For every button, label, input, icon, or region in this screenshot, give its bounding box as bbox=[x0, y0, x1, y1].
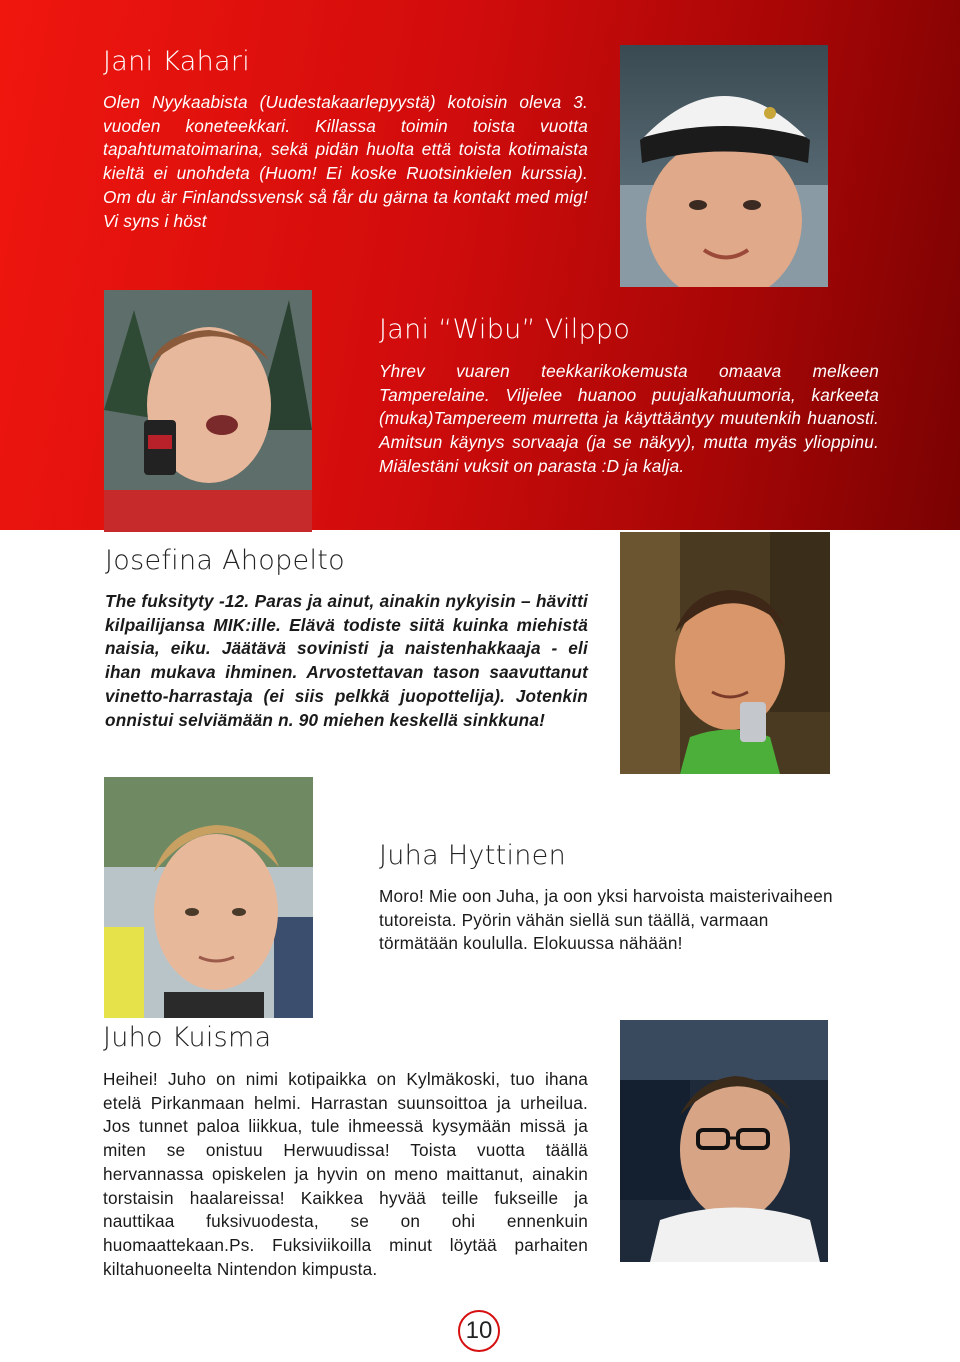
profile-name-jani-vilppo: Jani “Wibu” Vilppo bbox=[379, 314, 631, 345]
profile-name-juha-hyttinen: Juha Hyttinen bbox=[379, 840, 567, 871]
profile-name-jani-kahari: Jani Kahari bbox=[103, 46, 251, 77]
portrait-glasses-icon bbox=[620, 1020, 828, 1262]
portrait-woman-can-icon bbox=[620, 532, 830, 774]
profile-name-juho-kuisma: Juho Kuisma bbox=[103, 1022, 272, 1053]
profile-bio-josefina-ahopelto: The fuksityty -12. Paras ja ainut, ainakin nykyisin – hävitti kilpailijansa MIK:ille. Elävä todiste siitä kuinka miehistä naisia, eiku. Jäätävä sovinisti ja naistenhakkaaja - eli ihan mukava ihminen. Arvostettavan tason saavuttanut vinetto-harrastaja (ei siis pelkkä juopottelija). Jotenkin onnistui selviämään n. 90 miehen keskellä sinkkuna! bbox=[105, 591, 588, 730]
profile-bio-juho-kuisma: Heihei! Juho on nimi kotipaikka on Kylmäkoski, tuo ihana etelä Pirkanmaan helmi. Harrastan suunsoittoa ja urheilua. Jos tunnet paloa liikkua, tule ihmeessä kysymään missä ja miten se onistuu Herwuudissa! Toista vuotta täällä hervannassa opiskelen ja hyvin on meno maittanut, ainakin torstaisin haalareissa! Kaikkea hyvää teille fukseille ja nauttikaa fuksivuodesta, se on ohi ennenkuin huomaattekaan.Ps. Fuksiviikoilla minut löytää parhaiten kiltahuoneelta Nintendon kimpusta. bbox=[103, 1069, 588, 1279]
profile-bio-jani-vilppo: Yhrev vuaren teekkarikokemusta omaava melkeen Tamperelaine. Viljelee huanoo puujalkahuumoria, karkeeta (muka)Tampereem murretta ja käyttääntyy muutenkih huanosti. Amitsun käynys sorvaaja (ja se näkyy), mutta myäs ylioppinu. Miälestäni vuksit on parasta :D ja kalja. bbox=[379, 361, 879, 476]
profile-bio-jani-kahari: Olen Nyykaabista (Uudestakaarlepyystä) kotoisin oleva 3. vuoden koneteekkari. Killassa toimin toista vuotta tapahtumatoimarina, sekä pidän huolta että toista kotimaista kieltä ei unohdeta (Huom! Ei koske Ruotsinkielen kurssia). Om du är Finlandssvensk så får du gärna ta kontakt med mig! Vi syns i höst bbox=[103, 92, 588, 231]
page-number: 10 bbox=[458, 1310, 500, 1352]
portrait-student-cap-icon bbox=[620, 45, 828, 287]
profile-name-josefina-ahopelto: Josefina Ahopelto bbox=[105, 545, 345, 576]
profile-bio-juha-hyttinen: Moro! Mie oon Juha, ja oon yksi harvoista maisterivaiheen tutoreista. Pyörin vähän siellä sun täällä, varmaan törmätään koululla. Elokuussa nähään! bbox=[379, 886, 833, 954]
portrait-outdoor-icon bbox=[104, 777, 313, 1018]
portrait-holding-can-icon bbox=[104, 290, 312, 532]
